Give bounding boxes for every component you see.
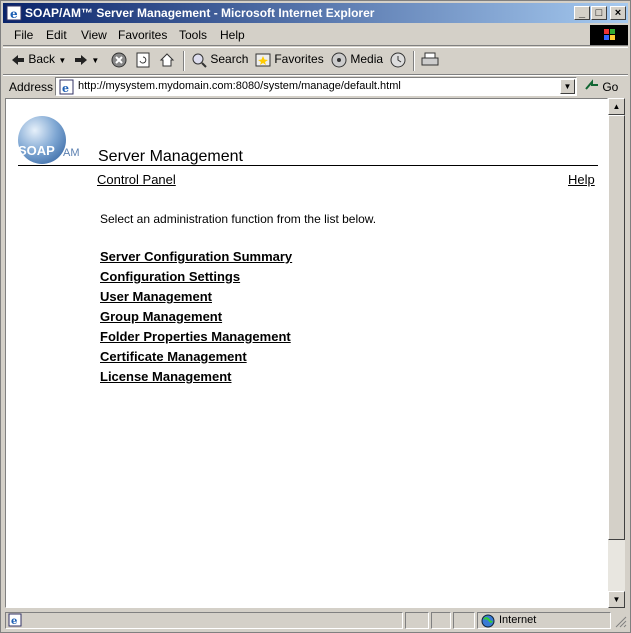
address-url: http://mysystem.mydomain.com:8080/system/manage/default.html bbox=[78, 80, 401, 92]
address-input[interactable] bbox=[55, 77, 577, 96]
resize-grip[interactable] bbox=[615, 616, 627, 628]
close-button[interactable]: × bbox=[610, 6, 626, 20]
favorites-button[interactable]: Favorites bbox=[255, 52, 324, 68]
forward-button[interactable]: ▼ bbox=[74, 52, 99, 66]
address-dropdown-button[interactable]: ▼ bbox=[560, 79, 575, 94]
menu-favorites[interactable]: Favorites bbox=[118, 28, 168, 42]
go-arrow-icon bbox=[585, 79, 599, 91]
favorites-icon bbox=[255, 52, 271, 68]
menu-file[interactable]: File bbox=[14, 28, 34, 42]
status-zone bbox=[477, 612, 611, 629]
refresh-button[interactable] bbox=[135, 52, 151, 68]
help-link[interactable]: Help bbox=[568, 172, 595, 187]
menu-tools[interactable]: Tools bbox=[179, 28, 208, 42]
control-panel-link[interactable]: Control Panel bbox=[97, 172, 176, 187]
menu-view[interactable]: View bbox=[81, 28, 107, 42]
page-content bbox=[5, 98, 608, 608]
back-arrow-icon bbox=[11, 54, 25, 66]
maximize-button[interactable]: □ bbox=[591, 6, 607, 20]
link-user-management[interactable]: User Management bbox=[100, 289, 212, 304]
page-status-icon bbox=[8, 613, 22, 630]
refresh-icon bbox=[135, 52, 151, 68]
menu-help[interactable]: Help bbox=[220, 28, 245, 42]
forward-arrow-icon bbox=[74, 54, 88, 66]
page-title: Server Management bbox=[98, 148, 243, 165]
intro-text: Select an administration function from the list below. bbox=[100, 212, 377, 226]
logo-text: SOAP bbox=[18, 143, 55, 158]
ie-icon bbox=[6, 5, 22, 21]
scroll-thumb[interactable] bbox=[608, 115, 625, 540]
title-divider bbox=[18, 165, 598, 166]
status-bar bbox=[3, 610, 628, 630]
address-label: Address bbox=[9, 80, 54, 94]
toolbar bbox=[3, 47, 628, 75]
home-icon bbox=[159, 52, 175, 68]
soap-am-logo bbox=[16, 115, 96, 170]
search-icon bbox=[191, 52, 207, 68]
print-button[interactable] bbox=[421, 52, 439, 68]
menu-edit[interactable]: Edit bbox=[46, 28, 67, 42]
logo-suffix: AM bbox=[63, 147, 80, 159]
link-folder-properties-management[interactable]: Folder Properties Management bbox=[100, 329, 291, 344]
link-license-management[interactable]: License Management bbox=[100, 369, 232, 384]
windows-logo-icon bbox=[590, 25, 628, 45]
link-server-configuration-summary[interactable]: Server Configuration Summary bbox=[100, 249, 293, 264]
home-button[interactable] bbox=[159, 52, 175, 68]
stop-icon bbox=[111, 52, 127, 68]
svg-text:e: e bbox=[10, 7, 18, 21]
page-icon bbox=[59, 79, 75, 98]
vertical-scrollbar[interactable] bbox=[608, 98, 625, 608]
link-group-management[interactable]: Group Management bbox=[100, 309, 223, 324]
stop-button[interactable] bbox=[111, 52, 127, 68]
scroll-down-button[interactable]: ▼ bbox=[608, 591, 625, 608]
history-icon bbox=[389, 52, 407, 68]
scroll-up-button[interactable]: ▲ bbox=[608, 98, 625, 115]
window-title: SOAP/AM™ Server Management - Microsoft Internet Explorer bbox=[25, 6, 375, 20]
back-button[interactable]: Back ▼ bbox=[11, 52, 66, 66]
status-main bbox=[5, 612, 403, 629]
search-button[interactable]: Search bbox=[191, 52, 248, 68]
zone-label: Internet bbox=[499, 614, 537, 626]
menu-bar bbox=[3, 25, 628, 46]
printer-icon bbox=[421, 52, 439, 68]
minimize-button[interactable]: _ bbox=[574, 6, 590, 20]
link-configuration-settings[interactable]: Configuration Settings bbox=[100, 269, 241, 284]
globe-icon bbox=[481, 614, 495, 631]
media-button[interactable]: Media bbox=[331, 52, 383, 68]
title-bar bbox=[3, 3, 628, 23]
media-icon bbox=[331, 52, 347, 68]
address-bar bbox=[3, 75, 628, 98]
history-button[interactable] bbox=[389, 52, 407, 68]
svg-text:e: e bbox=[11, 616, 18, 627]
svg-text:e: e bbox=[62, 82, 69, 95]
link-certificate-management[interactable]: Certificate Management bbox=[100, 349, 247, 364]
go-button[interactable]: Go bbox=[585, 79, 618, 94]
